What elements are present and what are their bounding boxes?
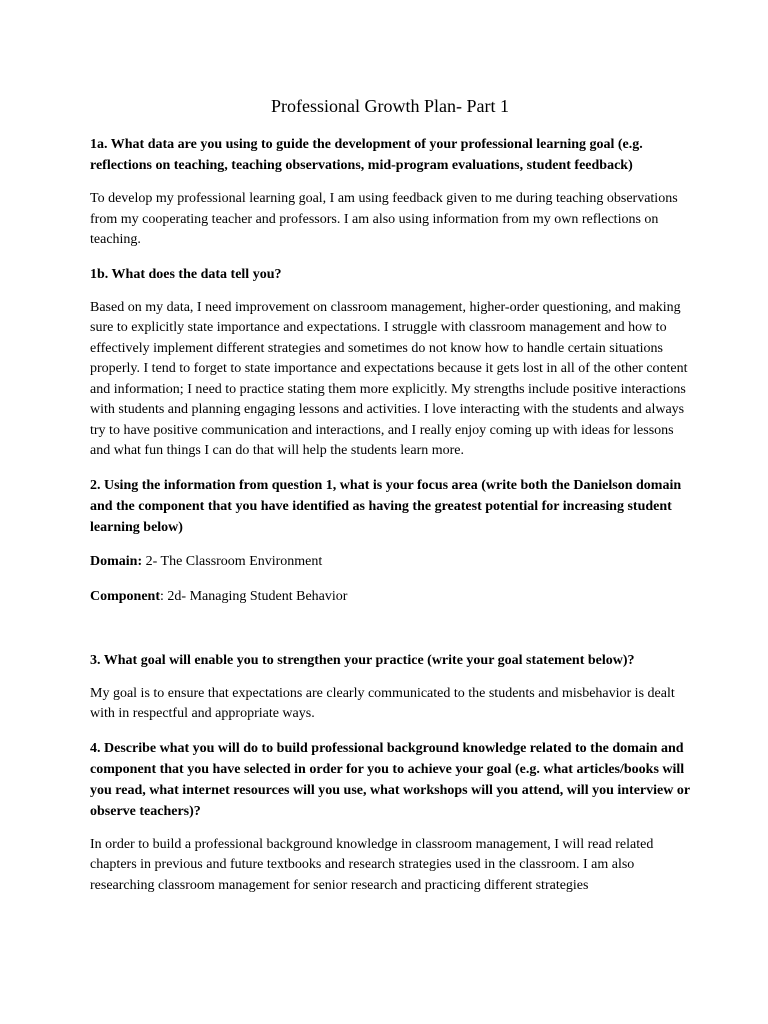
answer-1b: Based on my data, I need improvement on classroom management, higher-order questioning, and making sure to explicitly state importance and expectations. I struggle with classroom management and how to effectively implement different strategies and sometimes do not know how to handle certain situations properly. I tend to forget to state importance and expectations because it gets lost in all of the other content and information; I need to practice stating them more explicitly. My strengths include positive interactions with students and planning engaging lessons and activities. I love interacting with the students and always try to have positive communication and interactions, and I really enjoy coming up with ideas for lessons and what fun things I can do that will help the students learn more. [90, 299, 688, 458]
answer-1a: To develop my professional learning goal, I am using feedback given to me during teaching observations from my cooperating teacher and professors. I am also using information from my own reflections on teaching. [90, 191, 678, 247]
answer-4: In order to build a professional background knowledge in classroom management, I will read related chapters in previous and future textbooks and research strategies used in the classroom. I am also researching classroom management for senior research and practicing different strategies [90, 836, 654, 893]
question-1b: 1b. What does the data tell you? [90, 266, 282, 282]
question-1a: 1a. What data are you using to guide the development of your professional learning goal (e.g. reflections on teaching, teaching observations, mid-program evaluations, student feedback) [90, 137, 643, 173]
domain-value: 2- The Classroom Environment [142, 553, 323, 569]
document-page [90, 86, 690, 909]
document-title: Professional Growth Plan- Part 1 [271, 96, 509, 116]
question-2: 2. Using the information from question 1, what is your focus area (write both the Danielson domain and the component that you have identified as having the greatest potential for increasing student learning below) [90, 477, 682, 535]
component-label: Component [90, 588, 161, 604]
domain-label: Domain: [90, 553, 143, 569]
domain-field [90, 551, 690, 572]
question-3: 3. What goal will enable you to strengthen your practice (write your goal statement below)? [90, 652, 635, 668]
answer-3: My goal is to ensure that expectations are clearly communicated to the students and misbehavior is dealt with in respectful and appropriate ways. [90, 685, 675, 721]
component-field [90, 586, 690, 607]
question-4: 4. Describe what you will do to build professional background knowledge related to the domain and component that you have selected in order for you to achieve your goal (e.g. what articles/books will you read, what internet resources will you use, what workshops will you attend, will you interview or observe teachers)? [90, 740, 690, 819]
component-value: : 2d- Managing Student Behavior [160, 588, 348, 604]
blank-spacer [90, 621, 690, 650]
